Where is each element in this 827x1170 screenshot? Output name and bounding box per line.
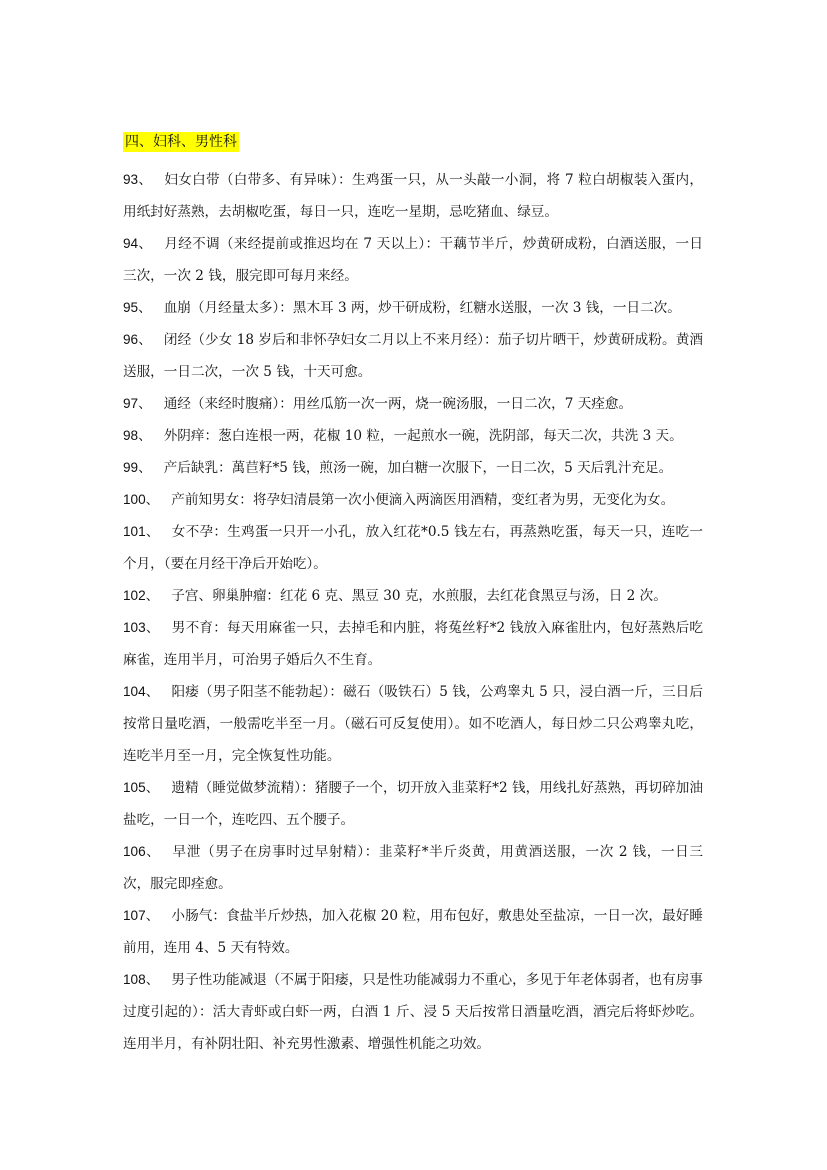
remedy-number: 108、: [123, 972, 160, 987]
remedy-text: 月经不调（来经提前或推迟均在 7 天以上）：干藕节半斤，炒黄研成粉，白酒送服，一日三次，一次 2 钱，服完即可每月来经。: [123, 236, 703, 284]
remedy-item: [123, 580, 703, 612]
remedy-number: 93、: [123, 172, 153, 187]
remedy-item: [123, 292, 703, 324]
remedy-number: 96、: [123, 332, 152, 347]
remedy-text: 子宫、卵巢肿瘤：红花 6 克、黑豆 30 克，水煎服，去红花食黑豆与汤，日 2 次。: [171, 588, 667, 604]
remedy-number: 98、: [123, 428, 152, 443]
remedy-item: [123, 484, 703, 516]
remedy-text: 早泄（男子在房事时过早射精）：韭菜籽*半斤炎黄，用黄酒送服，一次 2 钱，一日三次，服完即痊愈。: [123, 844, 703, 892]
remedy-text: 妇女白带（白带多、有异味）：生鸡蛋一只，从一头敲一小洞，将 7 粒白胡椒装入蛋内，用纸封好蒸熟，去胡椒吃蛋，每日一只，连吃一星期，忌吃猪血、绿豆。: [123, 172, 703, 220]
remedy-item: [123, 836, 703, 900]
remedy-item: [123, 452, 703, 484]
remedy-text: 血崩（月经量太多）：黑木耳 3 两，炒干研成粉，红糖水送服，一次 3 钱，一日二次。: [163, 300, 681, 316]
document-page: [123, 131, 703, 1060]
remedy-number: 95、: [123, 300, 152, 315]
remedy-number: 104、: [123, 684, 160, 699]
remedy-item: [123, 772, 703, 836]
section-heading: 四、妇科、男性科: [125, 134, 237, 150]
remedy-text: 闭经（少女 18 岁后和非怀孕妇女二月以上不来月经）：茄子切片晒干，炒黄研成粉。黄酒送服，一日二次，一次 5 钱，十天可愈。: [123, 332, 703, 380]
remedy-text: 外阴痒：葱白连根一两，花椒 10 粒，一起煎水一碗，洗阴部，每天二次，共洗 3 天。: [163, 428, 683, 444]
remedy-number: 103、: [123, 620, 160, 635]
remedy-number: 99、: [123, 460, 152, 475]
remedy-text: 女不孕：生鸡蛋一只开一小孔，放入红花*0.5 钱左右，再蒸熟吃蛋，每天一只，连吃一个月，（要在月经干净后开始吃）。: [123, 524, 703, 572]
remedy-number: 94、: [123, 236, 153, 251]
remedy-number: 107、: [123, 908, 160, 923]
remedy-text: 产后缺乳：萬苣籽*5 钱，煎汤一碗，加白糖一次服下，一日二次，5 天后乳汁充足。: [163, 460, 673, 476]
remedy-number: 101、: [123, 524, 160, 539]
remedy-text: 男子性功能减退（不属于阳痿，只是性功能减弱力不重心，多见于年老体弱者，也有房事过度引起的）：活大青虾或白虾一两，白酒 1 斤、浸 5 天后按常日酒量吃酒，酒完后将虾炒吃。连用半月，有补阴壮阳、补充男性激素、增强性机能之功效。: [123, 972, 703, 1052]
remedy-item: [123, 964, 703, 1060]
remedy-item: [123, 676, 703, 772]
remedy-text: 遗精（睡觉做梦流精）：猪腰子一个，切开放入韭菜籽*2 钱，用线扎好蒸熟，再切碎加油盐吃，一日一个，连吃四、五个腰子。: [123, 780, 703, 828]
remedy-text: 产前知男女：将孕妇清晨第一次小便滴入两滴医用酒精，变红者为男，无变化为女。: [171, 492, 675, 508]
remedy-text: 通经（来经时腹痛）：用丝瓜筋一次一两，烧一碗汤服，一日二次，7 天痊愈。: [163, 396, 633, 412]
remedy-text: 阳痿（男子阳茎不能勃起）：磁石（吸铁石）5 钱，公鸡睾丸 5 只，浸白酒一斤，三日后按常日量吃酒，一般需吃半至一月。（磁石可反复使用）。如不吃酒人，每日炒二只公鸡睾丸吃，连吃半月至一月，完全恢复性功能。: [123, 684, 703, 764]
remedy-item: [123, 388, 703, 420]
remedy-item: [123, 164, 703, 228]
remedy-item: [123, 516, 703, 580]
remedy-item: [123, 228, 703, 292]
remedy-number: 97、: [123, 396, 152, 411]
remedy-text: 男不育：每天用麻雀一只，去掉毛和内脏，将菟丝籽*2 钱放入麻雀肚内，包好蒸熟后吃麻雀，连用半月，可治男子婚后久不生育。: [123, 620, 704, 668]
remedy-list: [123, 164, 703, 1060]
remedy-text: 小肠气：食盐半斤炒热，加入花椒 20 粒，用布包好，敷患处至盐凉，一日一次，最好睡前用，连用 4、5 天有特效。: [123, 908, 703, 956]
remedy-item: [123, 324, 703, 388]
remedy-item: [123, 900, 703, 964]
remedy-item: [123, 420, 703, 452]
remedy-number: 105、: [123, 780, 160, 795]
remedy-number: 106、: [123, 844, 161, 859]
remedy-number: 100、: [123, 492, 160, 507]
remedy-item: [123, 612, 703, 676]
remedy-number: 102、: [123, 588, 160, 603]
